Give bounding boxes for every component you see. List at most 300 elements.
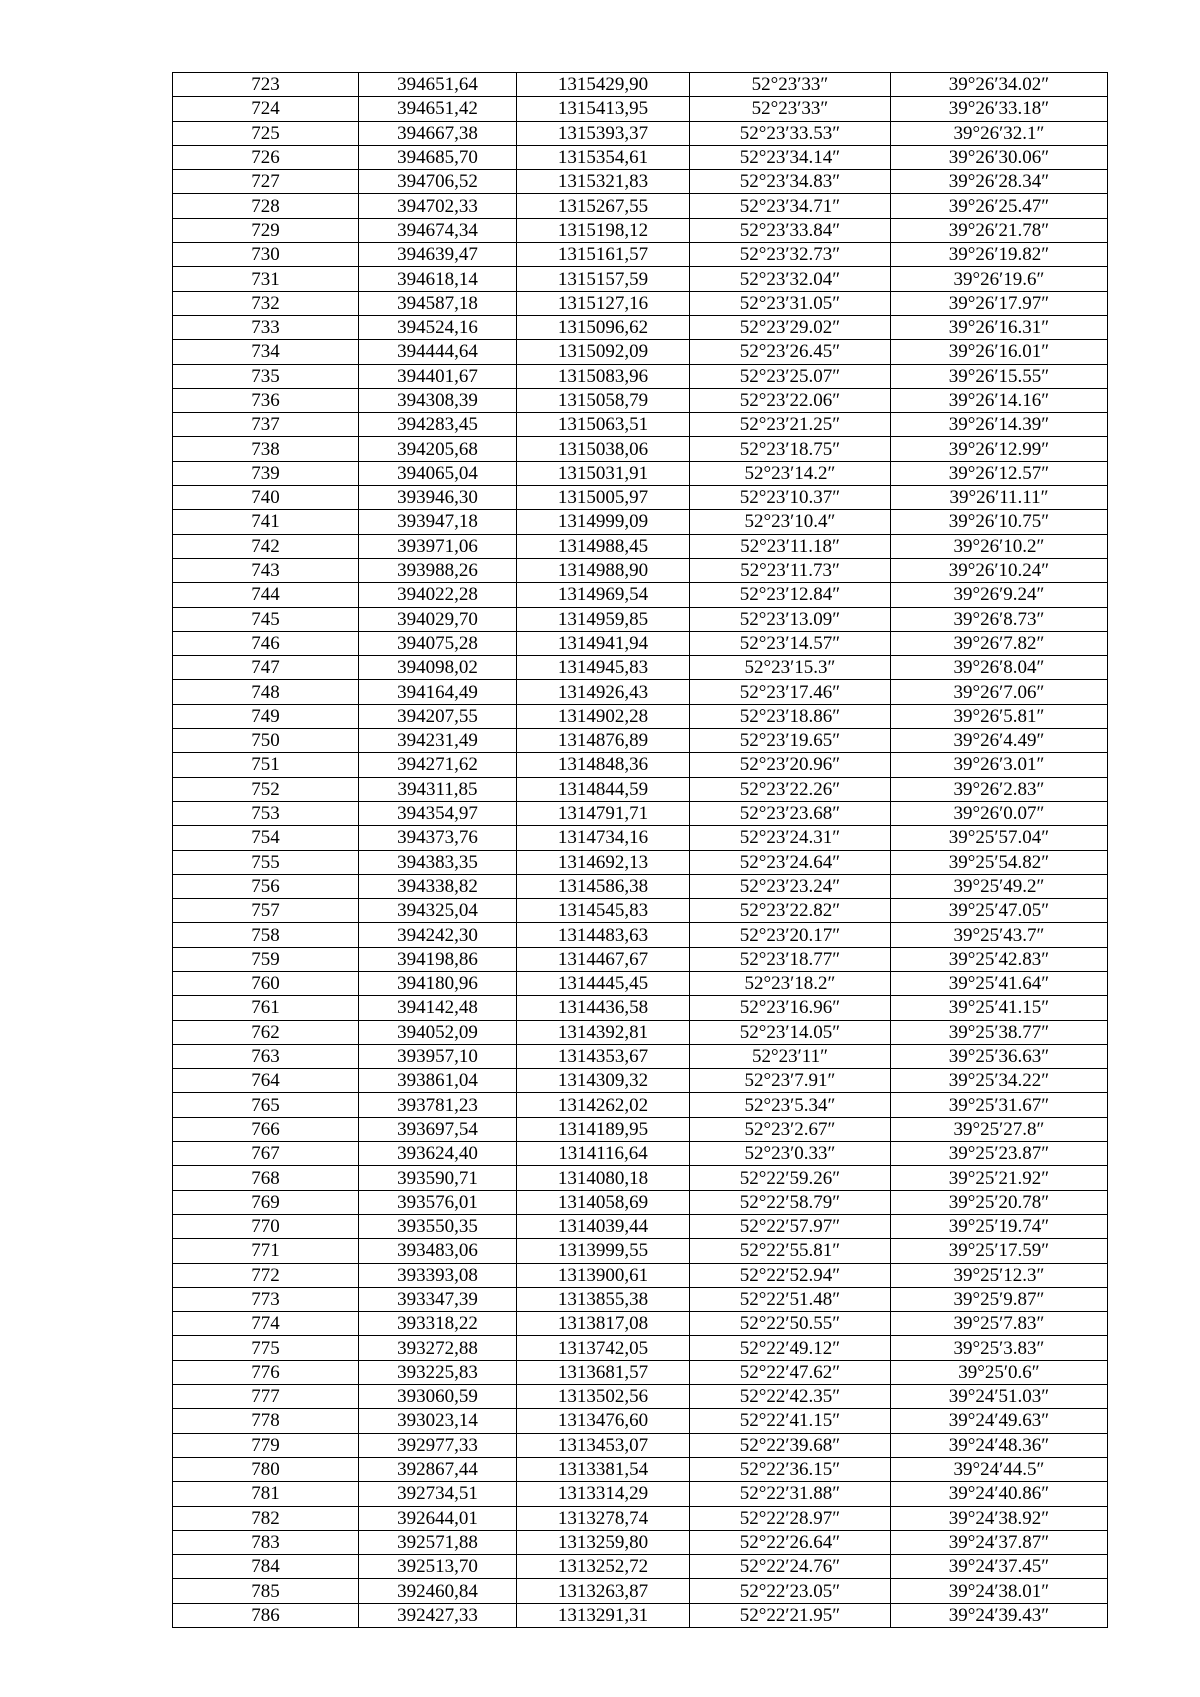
x-coordinate-cell: 393272,88 [359,1336,517,1360]
x-coordinate-cell: 393697,54 [359,1117,517,1141]
point-number-cell: 748 [173,680,359,704]
point-number-cell: 769 [173,1190,359,1214]
y-coordinate-cell: 1314545,83 [517,899,690,923]
latitude-cell: 52°23′18.77″ [690,947,891,971]
x-coordinate-cell: 394618,14 [359,267,517,291]
table-row [173,267,1108,291]
y-coordinate-cell: 1314586,38 [517,874,690,898]
point-number-cell: 759 [173,947,359,971]
x-coordinate-cell: 392644,01 [359,1506,517,1530]
latitude-cell: 52°22′51.48″ [690,1287,891,1311]
point-number-cell: 768 [173,1166,359,1190]
point-number-cell: 758 [173,923,359,947]
table-row [173,73,1108,97]
point-number-cell: 767 [173,1142,359,1166]
table-row [173,437,1108,461]
point-number-cell: 781 [173,1482,359,1506]
y-coordinate-cell: 1315058,79 [517,388,690,412]
table-row [173,607,1108,631]
x-coordinate-cell: 393318,22 [359,1312,517,1336]
y-coordinate-cell: 1313999,55 [517,1239,690,1263]
point-number-cell: 766 [173,1117,359,1141]
x-coordinate-cell: 394639,47 [359,243,517,267]
point-number-cell: 783 [173,1530,359,1554]
longitude-cell: 39°26′14.39″ [891,413,1108,437]
longitude-cell: 39°24′38.01″ [891,1579,1108,1603]
latitude-cell: 52°22′23.05″ [690,1579,891,1603]
point-number-cell: 730 [173,243,359,267]
longitude-cell: 39°24′39.43″ [891,1603,1108,1627]
latitude-cell: 52°23′31.05″ [690,291,891,315]
table-row [173,1044,1108,1068]
y-coordinate-cell: 1314262,02 [517,1093,690,1117]
point-number-cell: 725 [173,121,359,145]
table-row [173,1530,1108,1554]
longitude-cell: 39°26′7.06″ [891,680,1108,704]
point-number-cell: 723 [173,73,359,97]
point-number-cell: 738 [173,437,359,461]
y-coordinate-cell: 1314353,67 [517,1044,690,1068]
y-coordinate-cell: 1315393,37 [517,121,690,145]
longitude-cell: 39°26′14.16″ [891,388,1108,412]
y-coordinate-cell: 1314058,69 [517,1190,690,1214]
longitude-cell: 39°24′37.45″ [891,1555,1108,1579]
y-coordinate-cell: 1313291,31 [517,1603,690,1627]
longitude-cell: 39°26′12.57″ [891,461,1108,485]
point-number-cell: 749 [173,704,359,728]
latitude-cell: 52°23′7.91″ [690,1069,891,1093]
x-coordinate-cell: 394075,28 [359,631,517,655]
y-coordinate-cell: 1314902,28 [517,704,690,728]
point-number-cell: 741 [173,510,359,534]
latitude-cell: 52°22′31.88″ [690,1482,891,1506]
x-coordinate-cell: 393576,01 [359,1190,517,1214]
longitude-cell: 39°24′38.92″ [891,1506,1108,1530]
x-coordinate-cell: 394022,28 [359,583,517,607]
y-coordinate-cell: 1314945,83 [517,656,690,680]
longitude-cell: 39°25′7.83″ [891,1312,1108,1336]
table-row [173,461,1108,485]
y-coordinate-cell: 1315321,83 [517,170,690,194]
y-coordinate-cell: 1314392,81 [517,1020,690,1044]
x-coordinate-cell: 393483,06 [359,1239,517,1263]
y-coordinate-cell: 1313381,54 [517,1457,690,1481]
point-number-cell: 774 [173,1312,359,1336]
x-coordinate-cell: 394311,85 [359,777,517,801]
table-row [173,1603,1108,1627]
longitude-cell: 39°25′49.2″ [891,874,1108,898]
point-number-cell: 771 [173,1239,359,1263]
latitude-cell: 52°22′36.15″ [690,1457,891,1481]
table-row [173,97,1108,121]
table-row [173,1142,1108,1166]
latitude-cell: 52°22′57.97″ [690,1214,891,1238]
x-coordinate-cell: 394651,64 [359,73,517,97]
y-coordinate-cell: 1313453,07 [517,1433,690,1457]
x-coordinate-cell: 393225,83 [359,1360,517,1384]
x-coordinate-cell: 394231,49 [359,729,517,753]
latitude-cell: 52°23′33.84″ [690,218,891,242]
x-coordinate-cell: 392571,88 [359,1530,517,1554]
latitude-cell: 52°23′13.09″ [690,607,891,631]
longitude-cell: 39°25′9.87″ [891,1287,1108,1311]
coordinates-table-body [173,73,1108,1628]
x-coordinate-cell: 394283,45 [359,413,517,437]
table-row [173,1166,1108,1190]
y-coordinate-cell: 1315413,95 [517,97,690,121]
latitude-cell: 52°22′49.12″ [690,1336,891,1360]
longitude-cell: 39°24′49.63″ [891,1409,1108,1433]
longitude-cell: 39°26′11.11″ [891,486,1108,510]
latitude-cell: 52°23′24.31″ [690,826,891,850]
table-row [173,1239,1108,1263]
y-coordinate-cell: 1314483,63 [517,923,690,947]
point-number-cell: 755 [173,850,359,874]
table-row [173,996,1108,1020]
point-number-cell: 778 [173,1409,359,1433]
y-coordinate-cell: 1315429,90 [517,73,690,97]
point-number-cell: 782 [173,1506,359,1530]
point-number-cell: 742 [173,534,359,558]
longitude-cell: 39°25′19.74″ [891,1214,1108,1238]
y-coordinate-cell: 1313817,08 [517,1312,690,1336]
x-coordinate-cell: 393946,30 [359,486,517,510]
y-coordinate-cell: 1313278,74 [517,1506,690,1530]
longitude-cell: 39°26′10.24″ [891,558,1108,582]
table-row [173,1360,1108,1384]
x-coordinate-cell: 394383,35 [359,850,517,874]
latitude-cell: 52°23′26.45″ [690,340,891,364]
table-row [173,850,1108,874]
x-coordinate-cell: 393988,26 [359,558,517,582]
longitude-cell: 39°25′41.15″ [891,996,1108,1020]
latitude-cell: 52°22′41.15″ [690,1409,891,1433]
latitude-cell: 52°22′28.97″ [690,1506,891,1530]
latitude-cell: 52°23′10.4″ [690,510,891,534]
longitude-cell: 39°25′27.8″ [891,1117,1108,1141]
longitude-cell: 39°26′10.2″ [891,534,1108,558]
x-coordinate-cell: 394325,04 [359,899,517,923]
latitude-cell: 52°23′0.33″ [690,1142,891,1166]
x-coordinate-cell: 392460,84 [359,1579,517,1603]
x-coordinate-cell: 394702,33 [359,194,517,218]
point-number-cell: 765 [173,1093,359,1117]
x-coordinate-cell: 392977,33 [359,1433,517,1457]
table-row [173,1287,1108,1311]
point-number-cell: 732 [173,291,359,315]
latitude-cell: 52°23′11″ [690,1044,891,1068]
latitude-cell: 52°22′21.95″ [690,1603,891,1627]
longitude-cell: 39°25′12.3″ [891,1263,1108,1287]
x-coordinate-cell: 393347,39 [359,1287,517,1311]
point-number-cell: 779 [173,1433,359,1457]
table-row [173,971,1108,995]
table-row [173,826,1108,850]
latitude-cell: 52°23′33″ [690,97,891,121]
point-number-cell: 760 [173,971,359,995]
table-row [173,874,1108,898]
table-row [173,1336,1108,1360]
table-row [173,1409,1108,1433]
longitude-cell: 39°26′25.47″ [891,194,1108,218]
longitude-cell: 39°25′21.92″ [891,1166,1108,1190]
latitude-cell: 52°23′34.14″ [690,145,891,169]
y-coordinate-cell: 1315157,59 [517,267,690,291]
y-coordinate-cell: 1314999,09 [517,510,690,534]
point-number-cell: 753 [173,801,359,825]
table-row [173,558,1108,582]
x-coordinate-cell: 394308,39 [359,388,517,412]
longitude-cell: 39°26′33.18″ [891,97,1108,121]
table-row [173,315,1108,339]
table-row [173,413,1108,437]
x-coordinate-cell: 394651,42 [359,97,517,121]
latitude-cell: 52°23′32.73″ [690,243,891,267]
latitude-cell: 52°23′32.04″ [690,267,891,291]
point-number-cell: 751 [173,753,359,777]
coordinates-table [172,72,1108,1628]
longitude-cell: 39°26′8.73″ [891,607,1108,631]
y-coordinate-cell: 1314969,54 [517,583,690,607]
point-number-cell: 746 [173,631,359,655]
longitude-cell: 39°25′34.22″ [891,1069,1108,1093]
table-row [173,1093,1108,1117]
point-number-cell: 754 [173,826,359,850]
x-coordinate-cell: 394207,55 [359,704,517,728]
point-number-cell: 777 [173,1385,359,1409]
latitude-cell: 52°22′42.35″ [690,1385,891,1409]
y-coordinate-cell: 1314926,43 [517,680,690,704]
latitude-cell: 52°23′12.84″ [690,583,891,607]
table-row [173,947,1108,971]
point-number-cell: 740 [173,486,359,510]
latitude-cell: 52°23′15.3″ [690,656,891,680]
point-number-cell: 762 [173,1020,359,1044]
point-number-cell: 775 [173,1336,359,1360]
x-coordinate-cell: 394706,52 [359,170,517,194]
x-coordinate-cell: 394180,96 [359,971,517,995]
table-row [173,680,1108,704]
x-coordinate-cell: 394271,62 [359,753,517,777]
point-number-cell: 756 [173,874,359,898]
point-number-cell: 726 [173,145,359,169]
longitude-cell: 39°25′47.05″ [891,899,1108,923]
latitude-cell: 52°22′47.62″ [690,1360,891,1384]
longitude-cell: 39°26′3.01″ [891,753,1108,777]
point-number-cell: 737 [173,413,359,437]
x-coordinate-cell: 394401,67 [359,364,517,388]
y-coordinate-cell: 1314080,18 [517,1166,690,1190]
latitude-cell: 52°22′55.81″ [690,1239,891,1263]
x-coordinate-cell: 394444,64 [359,340,517,364]
point-number-cell: 745 [173,607,359,631]
longitude-cell: 39°26′0.07″ [891,801,1108,825]
longitude-cell: 39°25′36.63″ [891,1044,1108,1068]
x-coordinate-cell: 394373,76 [359,826,517,850]
latitude-cell: 52°22′52.94″ [690,1263,891,1287]
longitude-cell: 39°26′16.31″ [891,315,1108,339]
longitude-cell: 39°26′2.83″ [891,777,1108,801]
table-row [173,1263,1108,1287]
y-coordinate-cell: 1313314,29 [517,1482,690,1506]
x-coordinate-cell: 394587,18 [359,291,517,315]
point-number-cell: 770 [173,1214,359,1238]
latitude-cell: 52°23′22.06″ [690,388,891,412]
longitude-cell: 39°24′40.86″ [891,1482,1108,1506]
table-row [173,899,1108,923]
latitude-cell: 52°22′50.55″ [690,1312,891,1336]
x-coordinate-cell: 393550,35 [359,1214,517,1238]
point-number-cell: 744 [173,583,359,607]
y-coordinate-cell: 1315083,96 [517,364,690,388]
longitude-cell: 39°25′41.64″ [891,971,1108,995]
y-coordinate-cell: 1315005,97 [517,486,690,510]
table-row [173,801,1108,825]
table-row [173,729,1108,753]
x-coordinate-cell: 393023,14 [359,1409,517,1433]
longitude-cell: 39°25′23.87″ [891,1142,1108,1166]
latitude-cell: 52°22′58.79″ [690,1190,891,1214]
point-number-cell: 736 [173,388,359,412]
longitude-cell: 39°25′38.77″ [891,1020,1108,1044]
y-coordinate-cell: 1313502,56 [517,1385,690,1409]
longitude-cell: 39°25′43.7″ [891,923,1108,947]
table-row [173,534,1108,558]
table-row [173,121,1108,145]
latitude-cell: 52°23′11.73″ [690,558,891,582]
point-number-cell: 780 [173,1457,359,1481]
point-number-cell: 727 [173,170,359,194]
longitude-cell: 39°26′7.82″ [891,631,1108,655]
latitude-cell: 52°23′18.86″ [690,704,891,728]
y-coordinate-cell: 1314734,16 [517,826,690,850]
x-coordinate-cell: 393971,06 [359,534,517,558]
y-coordinate-cell: 1314436,58 [517,996,690,1020]
table-row [173,923,1108,947]
longitude-cell: 39°24′37.87″ [891,1530,1108,1554]
point-number-cell: 757 [173,899,359,923]
table-row [173,486,1108,510]
y-coordinate-cell: 1314791,71 [517,801,690,825]
point-number-cell: 735 [173,364,359,388]
latitude-cell: 52°23′20.17″ [690,923,891,947]
y-coordinate-cell: 1313855,38 [517,1287,690,1311]
y-coordinate-cell: 1313263,87 [517,1579,690,1603]
table-row [173,1579,1108,1603]
table-row [173,704,1108,728]
point-number-cell: 761 [173,996,359,1020]
y-coordinate-cell: 1314959,85 [517,607,690,631]
latitude-cell: 52°22′24.76″ [690,1555,891,1579]
table-row [173,777,1108,801]
table-row [173,1555,1108,1579]
x-coordinate-cell: 394052,09 [359,1020,517,1044]
table-row [173,1506,1108,1530]
table-row [173,1117,1108,1141]
latitude-cell: 52°23′33″ [690,73,891,97]
y-coordinate-cell: 1315127,16 [517,291,690,315]
longitude-cell: 39°26′15.55″ [891,364,1108,388]
longitude-cell: 39°25′20.78″ [891,1190,1108,1214]
x-coordinate-cell: 393781,23 [359,1093,517,1117]
x-coordinate-cell: 392513,70 [359,1555,517,1579]
point-number-cell: 784 [173,1555,359,1579]
latitude-cell: 52°23′14.05″ [690,1020,891,1044]
latitude-cell: 52°23′19.65″ [690,729,891,753]
longitude-cell: 39°25′3.83″ [891,1336,1108,1360]
point-number-cell: 743 [173,558,359,582]
x-coordinate-cell: 394098,02 [359,656,517,680]
longitude-cell: 39°26′9.24″ [891,583,1108,607]
table-row [173,656,1108,680]
latitude-cell: 52°23′20.96″ [690,753,891,777]
table-row [173,340,1108,364]
latitude-cell: 52°23′2.67″ [690,1117,891,1141]
x-coordinate-cell: 394164,49 [359,680,517,704]
longitude-cell: 39°26′16.01″ [891,340,1108,364]
y-coordinate-cell: 1313259,80 [517,1530,690,1554]
longitude-cell: 39°26′12.99″ [891,437,1108,461]
longitude-cell: 39°26′10.75″ [891,510,1108,534]
y-coordinate-cell: 1314988,90 [517,558,690,582]
x-coordinate-cell: 394242,30 [359,923,517,947]
x-coordinate-cell: 394338,82 [359,874,517,898]
y-coordinate-cell: 1315038,06 [517,437,690,461]
y-coordinate-cell: 1313742,05 [517,1336,690,1360]
y-coordinate-cell: 1314309,32 [517,1069,690,1093]
x-coordinate-cell: 392867,44 [359,1457,517,1481]
latitude-cell: 52°23′5.34″ [690,1093,891,1117]
point-number-cell: 724 [173,97,359,121]
y-coordinate-cell: 1314988,45 [517,534,690,558]
longitude-cell: 39°26′32.1″ [891,121,1108,145]
longitude-cell: 39°26′30.06″ [891,145,1108,169]
table-row [173,583,1108,607]
latitude-cell: 52°22′26.64″ [690,1530,891,1554]
x-coordinate-cell: 393624,40 [359,1142,517,1166]
table-row [173,510,1108,534]
x-coordinate-cell: 394524,16 [359,315,517,339]
y-coordinate-cell: 1315354,61 [517,145,690,169]
latitude-cell: 52°23′33.53″ [690,121,891,145]
point-number-cell: 763 [173,1044,359,1068]
point-number-cell: 764 [173,1069,359,1093]
latitude-cell: 52°23′17.46″ [690,680,891,704]
point-number-cell: 752 [173,777,359,801]
latitude-cell: 52°23′14.57″ [690,631,891,655]
longitude-cell: 39°26′19.82″ [891,243,1108,267]
latitude-cell: 52°23′22.26″ [690,777,891,801]
y-coordinate-cell: 1314467,67 [517,947,690,971]
point-number-cell: 734 [173,340,359,364]
y-coordinate-cell: 1315031,91 [517,461,690,485]
y-coordinate-cell: 1315198,12 [517,218,690,242]
point-number-cell: 750 [173,729,359,753]
y-coordinate-cell: 1314116,64 [517,1142,690,1166]
y-coordinate-cell: 1314876,89 [517,729,690,753]
y-coordinate-cell: 1314445,45 [517,971,690,995]
x-coordinate-cell: 394354,97 [359,801,517,825]
table-row [173,1433,1108,1457]
y-coordinate-cell: 1314848,36 [517,753,690,777]
x-coordinate-cell: 393861,04 [359,1069,517,1093]
longitude-cell: 39°24′44.5″ [891,1457,1108,1481]
x-coordinate-cell: 394685,70 [359,145,517,169]
latitude-cell: 52°23′23.68″ [690,801,891,825]
x-coordinate-cell: 392427,33 [359,1603,517,1627]
latitude-cell: 52°23′25.07″ [690,364,891,388]
latitude-cell: 52°23′24.64″ [690,850,891,874]
